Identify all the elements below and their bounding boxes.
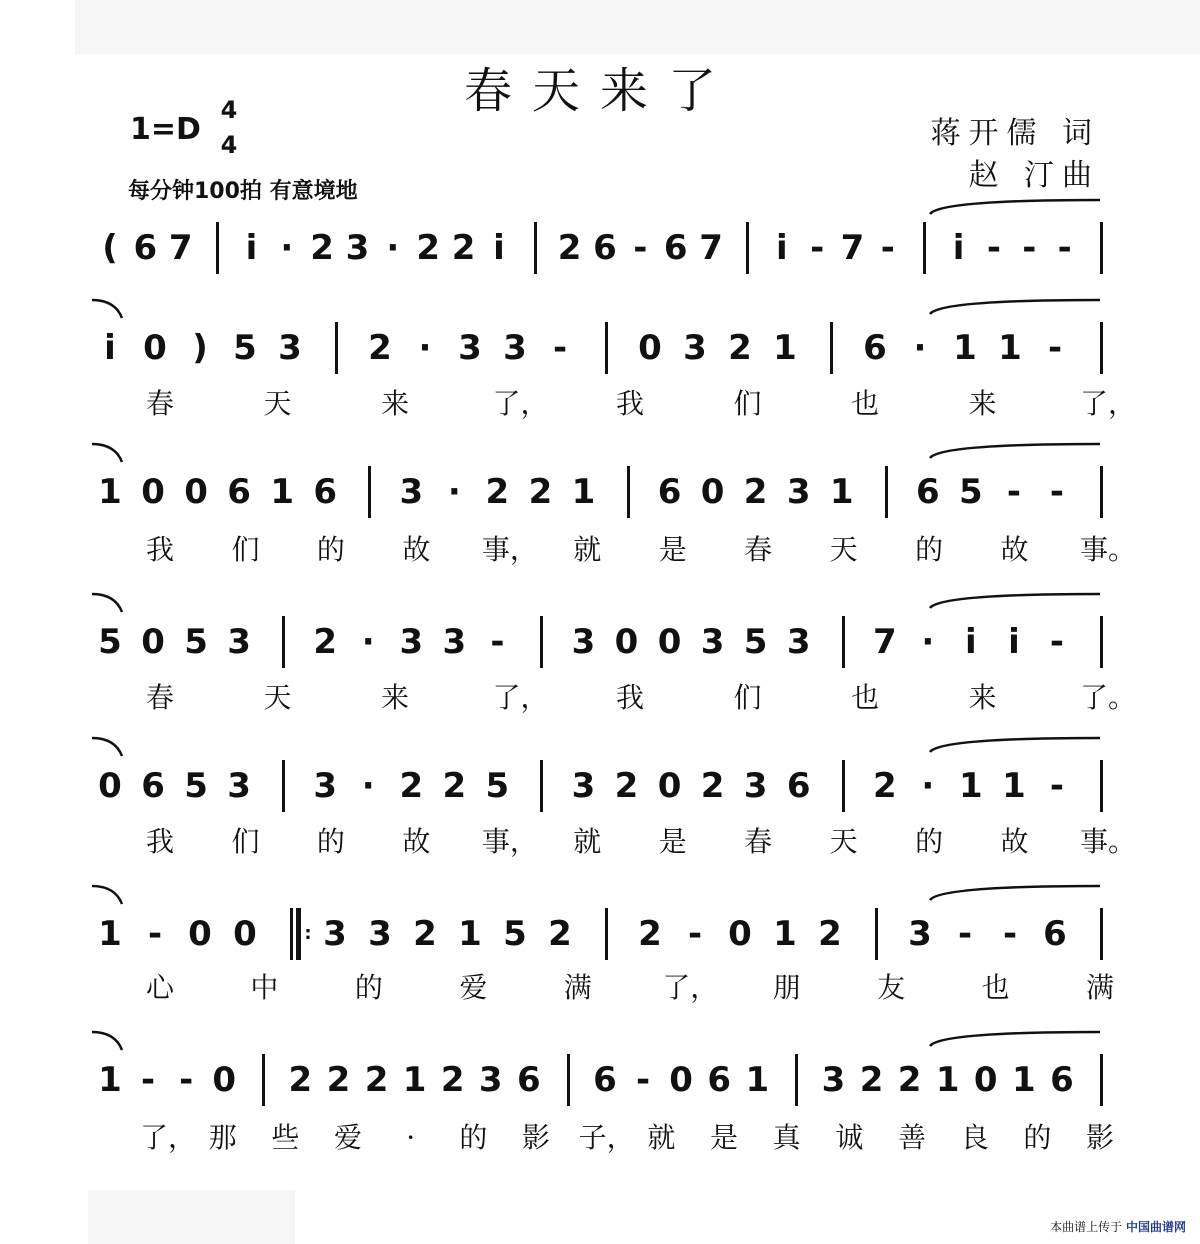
note: 6	[657, 472, 682, 512]
dot-extension: ·	[361, 766, 375, 806]
lyric-char: 来	[968, 387, 997, 420]
note: 2	[440, 1060, 465, 1100]
note: i	[104, 328, 116, 368]
lyric-char: 的	[915, 825, 944, 858]
note: 3	[908, 914, 932, 954]
barline	[605, 908, 608, 960]
note: 6	[1050, 1060, 1074, 1100]
note: 1	[1012, 1060, 1036, 1100]
lyric-char: 的	[316, 825, 345, 858]
note: 2	[614, 766, 639, 806]
barline	[335, 322, 338, 374]
footer-text: 本曲谱上传于	[1050, 1220, 1123, 1234]
note: 1	[571, 472, 596, 512]
dash-extension: -	[957, 914, 973, 954]
note: 2	[310, 228, 334, 268]
note: 0	[700, 472, 725, 512]
lyric-char: ·	[406, 1121, 416, 1154]
barline	[830, 322, 833, 374]
note: i	[952, 228, 965, 268]
lyric-char: 事，	[481, 825, 538, 858]
lyric-char: 也	[981, 971, 1010, 1004]
note: 1	[98, 914, 122, 954]
note: i	[775, 228, 788, 268]
note: 7	[699, 228, 723, 268]
lyric-char: 天	[263, 681, 292, 714]
dash-extension: -	[1057, 228, 1072, 268]
barline	[262, 1054, 265, 1106]
lyric-char: 了，	[492, 681, 549, 714]
lyric-char: 故	[402, 825, 431, 858]
tie-continuation	[92, 886, 122, 904]
time-signature-top: 4	[220, 96, 238, 124]
lyric-char: 那	[208, 1121, 237, 1154]
note: 3	[323, 914, 347, 954]
note: 6	[517, 1060, 541, 1100]
lyric-char: 的	[354, 971, 383, 1004]
lyric-char: 就	[573, 533, 602, 566]
note: 7	[168, 228, 193, 268]
lyric-char: 的	[1023, 1121, 1052, 1154]
lyric-char: 就	[573, 825, 602, 858]
barline	[282, 616, 285, 668]
tie-continuation	[92, 300, 122, 318]
lyric-char: 爱	[459, 971, 488, 1004]
lyric-char: 满	[1085, 971, 1114, 1004]
lyric-char: 天	[829, 533, 858, 566]
note: 0	[188, 914, 212, 954]
barline	[534, 222, 537, 274]
note: i	[1008, 622, 1020, 662]
note: 1	[935, 1060, 960, 1100]
note: 1	[773, 328, 797, 368]
dot-extension: ·	[280, 228, 294, 268]
note: 1	[402, 1060, 427, 1100]
note: 0	[638, 328, 662, 368]
lyric-char: 春	[744, 825, 773, 858]
note: 0	[143, 328, 167, 368]
dash-extension: -	[1049, 622, 1065, 662]
note: 2	[399, 766, 424, 806]
dash-extension: -	[1002, 914, 1018, 954]
note: 6	[141, 766, 165, 806]
lyric-char: 朋	[772, 971, 801, 1004]
lyric-char: 春	[145, 681, 174, 714]
note: 2	[368, 328, 392, 368]
lyric-char: 事。	[1080, 825, 1137, 858]
lyric-char: 们	[231, 533, 260, 566]
system-end-barline	[1100, 760, 1103, 812]
note: 3	[503, 328, 527, 368]
note: 1	[98, 472, 122, 512]
note: )	[192, 328, 208, 368]
lyric-char: 真	[772, 1121, 801, 1154]
barline	[605, 322, 608, 374]
lyric-char: 了。	[1080, 681, 1137, 714]
tie-arc	[930, 200, 1100, 214]
tie-continuation	[92, 594, 122, 612]
lyric-char: 了，	[140, 1121, 197, 1154]
note: 2	[528, 472, 553, 512]
lyric-char: 满	[563, 971, 592, 1004]
system-end-barline	[1100, 466, 1103, 518]
note: 2	[743, 472, 768, 512]
footer-band	[88, 1190, 295, 1244]
tie-arc	[930, 300, 1100, 314]
lyric-char: 影	[521, 1121, 550, 1154]
lyric-char: 的	[316, 533, 345, 566]
note: 3	[700, 622, 725, 662]
note: (	[102, 228, 118, 268]
note: 7	[840, 228, 865, 268]
note: 0	[657, 622, 682, 662]
note: 6	[707, 1060, 732, 1100]
song-title: 春天来了	[463, 63, 736, 119]
note: 0	[657, 766, 682, 806]
footer-credit	[1050, 1218, 1186, 1235]
note: 5	[233, 328, 257, 368]
note: 5	[98, 622, 122, 662]
lyric-char: 友	[877, 971, 906, 1004]
barline	[368, 466, 371, 518]
lyric-char: 事。	[1080, 533, 1137, 566]
dash-extension: -	[986, 228, 1001, 268]
lyric-char: 些	[271, 1121, 300, 1154]
lyric-char: 影	[1085, 1121, 1114, 1154]
note: 3	[786, 472, 811, 512]
lyric-char: 们	[733, 387, 762, 420]
note: 2	[442, 766, 467, 806]
lyric-char: 故	[1000, 533, 1029, 566]
lyric-char: 是	[658, 533, 687, 566]
lyric-char: 来	[968, 681, 997, 714]
note: 3	[345, 228, 370, 268]
lyric-char: 故	[1000, 825, 1029, 858]
note: 3	[227, 622, 251, 662]
note: 0	[728, 914, 752, 954]
barline	[216, 222, 219, 274]
note: 5	[743, 622, 768, 662]
note: 1	[1002, 766, 1026, 806]
note: 1	[98, 1060, 122, 1100]
lyric-char: 良	[960, 1121, 989, 1154]
time-signature-bottom: 4	[220, 131, 238, 159]
lyric-char: 来	[380, 387, 409, 420]
dash-extension: -	[552, 328, 568, 368]
barline	[746, 222, 749, 274]
lyric-char: 春	[145, 387, 174, 420]
note: 3	[278, 328, 302, 368]
note: 6	[227, 472, 251, 512]
note: 3	[571, 622, 596, 662]
lyric-char: 也	[850, 387, 879, 420]
note: 6	[313, 472, 338, 512]
note: 0	[614, 622, 639, 662]
header-band	[75, 0, 1200, 54]
note: 6	[915, 472, 940, 512]
dot-extension: ·	[921, 622, 935, 662]
footer-site: 中国曲谱网	[1125, 1220, 1186, 1234]
note: 0	[233, 914, 257, 954]
lyricist-credit: 蒋开儒 词	[930, 116, 1100, 151]
barline	[540, 760, 543, 812]
dash-extension: -	[1049, 472, 1065, 512]
barline	[627, 466, 630, 518]
lyric-char: 我	[615, 387, 644, 420]
time-signature	[216, 96, 242, 159]
note: 2	[326, 1060, 351, 1100]
lyric-char: 是	[658, 825, 687, 858]
note: 3	[368, 914, 392, 954]
note: i	[245, 228, 258, 268]
dash-extension: -	[633, 228, 648, 268]
dot-extension: ·	[447, 472, 461, 512]
lyric-char: 们	[733, 681, 762, 714]
note: 1	[458, 914, 482, 954]
barline	[795, 1054, 798, 1106]
note: 2	[548, 914, 572, 954]
note: 2	[859, 1060, 884, 1100]
note: 0	[141, 472, 165, 512]
system-end-barline	[1100, 616, 1103, 668]
lyric-char: 心	[145, 971, 174, 1004]
note: 2	[416, 228, 441, 268]
tie-arc	[930, 1032, 1100, 1046]
note: 3	[227, 766, 251, 806]
note: 1	[270, 472, 294, 512]
note: 5	[184, 622, 208, 662]
dot-extension: ·	[386, 228, 400, 268]
note: 6	[1043, 914, 1067, 954]
note: 2	[557, 228, 582, 268]
tie-continuation	[92, 738, 122, 756]
lyric-char: 春	[744, 533, 773, 566]
lyric-char: 就	[647, 1121, 676, 1154]
lyric-char: 天	[829, 825, 858, 858]
lyric-char: 我	[615, 681, 644, 714]
note: 2	[638, 914, 662, 954]
dash-extension: -	[1022, 228, 1037, 268]
tie-arc	[930, 738, 1100, 752]
dash-extension: -	[1006, 472, 1021, 512]
composer-credit: 赵 汀曲	[968, 158, 1100, 193]
dash-extension: -	[490, 622, 505, 662]
dot-extension: ·	[361, 622, 375, 662]
note: 6	[663, 228, 688, 268]
note: 0	[973, 1060, 998, 1100]
lyric-char: 来	[380, 681, 409, 714]
note: 2	[485, 472, 510, 512]
note: 6	[593, 228, 617, 268]
note: 2	[897, 1060, 922, 1100]
note: 3	[313, 766, 338, 806]
note: 0	[212, 1060, 237, 1100]
system-end-barline	[1100, 1054, 1103, 1106]
dash-extension: -	[810, 228, 825, 268]
dot-extension: ·	[913, 328, 927, 368]
note: 2	[288, 1060, 313, 1100]
note: 2	[364, 1060, 389, 1100]
lyric-char: 善	[897, 1121, 926, 1154]
note: 2	[818, 914, 842, 954]
note: i	[965, 622, 977, 662]
note: 3	[571, 766, 596, 806]
note: 1	[998, 328, 1022, 368]
dash-extension: -	[687, 914, 703, 954]
system-end-barline	[1100, 908, 1103, 960]
note: i	[493, 228, 505, 268]
barline	[875, 908, 878, 960]
note: 2	[413, 914, 437, 954]
note: 1	[829, 472, 854, 512]
note: 0	[669, 1060, 693, 1100]
note: 1	[773, 914, 797, 954]
note: 1	[953, 328, 977, 368]
note: 6	[786, 766, 811, 806]
note: 3	[399, 622, 424, 662]
note: 6	[593, 1060, 617, 1100]
lyric-char: 事，	[481, 533, 538, 566]
lyric-char: 天	[263, 387, 292, 420]
tie-continuation	[92, 1032, 122, 1050]
note: 2	[451, 228, 476, 268]
note: 3	[786, 622, 811, 662]
tie-arc	[930, 444, 1100, 458]
note: 0	[184, 472, 208, 512]
note: 6	[133, 228, 158, 268]
dash-extension: -	[179, 1060, 194, 1100]
lyric-char: 故	[402, 533, 431, 566]
dash-extension: -	[147, 914, 163, 954]
note: 3	[821, 1060, 846, 1100]
key-signature: 1=D	[130, 112, 201, 147]
lyric-char: 诚	[835, 1121, 864, 1154]
barline	[885, 466, 888, 518]
lyric-char: 也	[850, 681, 879, 714]
tie-arc	[930, 594, 1100, 608]
dash-extension: -	[880, 228, 895, 268]
lyric-char: 中	[250, 971, 279, 1004]
system-end-barline	[1100, 222, 1103, 274]
barline	[282, 760, 285, 812]
tempo-marking: 每分钟100拍 有意境地	[128, 179, 358, 204]
dash-extension: -	[1047, 328, 1063, 368]
note: 1	[745, 1060, 770, 1100]
lyric-char: 了，	[662, 971, 719, 1004]
barline	[567, 1054, 570, 1106]
note: 3	[478, 1060, 503, 1100]
lyric-char: 是	[709, 1121, 738, 1154]
note: 1	[959, 766, 983, 806]
note: 3	[683, 328, 707, 368]
note: 6	[863, 328, 887, 368]
note: 5	[503, 914, 527, 954]
note: 3	[399, 472, 424, 512]
lyric-char: 的	[459, 1121, 488, 1154]
note: 2	[872, 766, 897, 806]
note: 3	[743, 766, 768, 806]
barline	[540, 616, 543, 668]
note: 5	[184, 766, 208, 806]
note: 0	[98, 766, 122, 806]
dash-extension: -	[141, 1060, 156, 1100]
lyric-char: 子，	[578, 1121, 635, 1154]
note: 5	[959, 472, 983, 512]
lyric-char: 我	[145, 825, 174, 858]
tie-arc	[930, 886, 1100, 900]
dot-extension: ·	[921, 766, 935, 806]
barline	[842, 760, 845, 812]
lyric-char: 们	[231, 825, 260, 858]
lyric-char: 我	[145, 533, 174, 566]
lyric-char: 的	[915, 533, 944, 566]
dash-extension: -	[1049, 766, 1065, 806]
system-end-barline	[1100, 322, 1103, 374]
note: 3	[458, 328, 482, 368]
barline	[842, 616, 845, 668]
note: 7	[872, 622, 897, 662]
note: 5	[485, 766, 510, 806]
lyric-char: 了，	[492, 387, 549, 420]
note: 3	[442, 622, 467, 662]
tie-continuation	[92, 444, 122, 462]
barline	[923, 222, 926, 274]
lyric-char: 爱	[333, 1121, 362, 1154]
note: 0	[141, 622, 165, 662]
repeat-dots: :	[304, 923, 312, 944]
dot-extension: ·	[418, 328, 432, 368]
lyric-char: 了，	[1080, 387, 1137, 420]
note: 2	[313, 622, 338, 662]
note: 2	[728, 328, 752, 368]
note: 2	[700, 766, 725, 806]
dash-extension: -	[636, 1060, 651, 1100]
